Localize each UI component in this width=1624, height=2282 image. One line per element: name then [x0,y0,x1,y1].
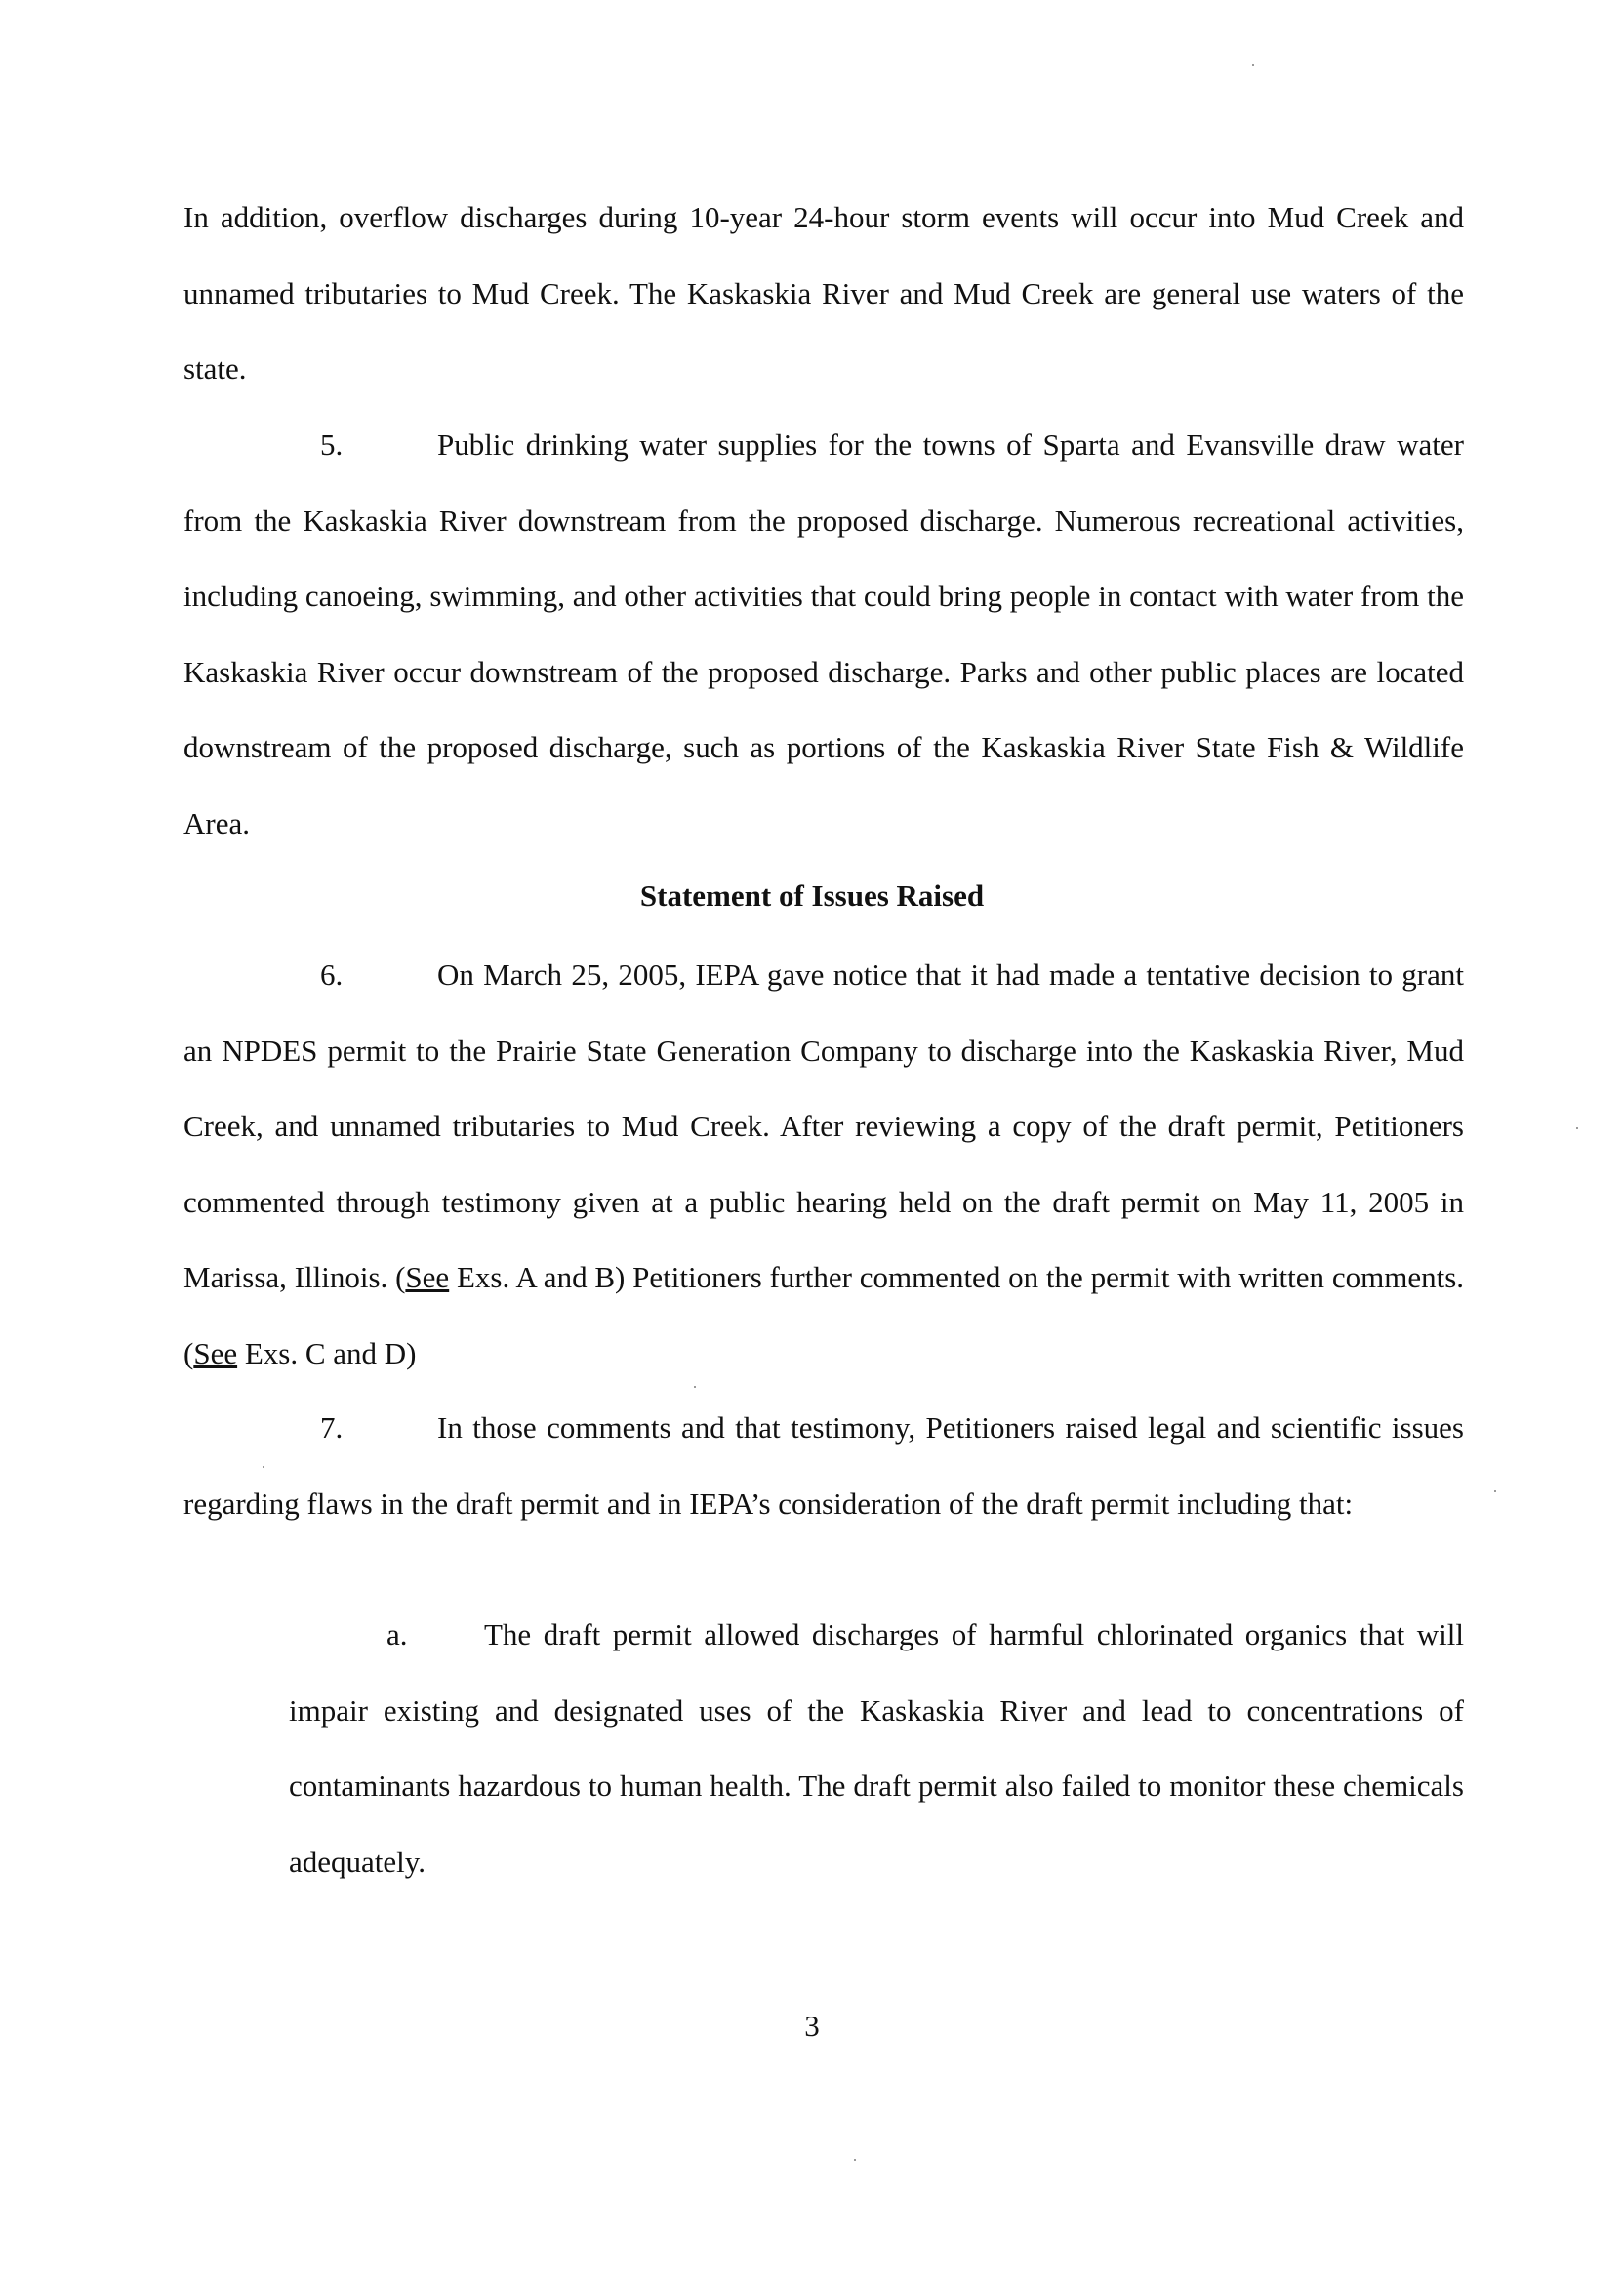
paragraph-6 [183,937,1464,1391]
paragraph-intro: In addition, overflow discharges during 10-year 24-hour storm events will occur into Mud Creek and unnamed tributaries to Mud Creek. The Kaskaskia River and Mud Creek are general use waters of the state. [183,200,1464,386]
paragraph-6-text-c: Exs. C and D) [237,1335,417,1370]
paragraph-7-text: In those comments and that testimony, Petitioners raised legal and scientific issues regarding flaws in the draft permit and in IEPA’s consideration of the draft permit including that: [183,1410,1464,1521]
scan-speck [1494,1490,1496,1492]
list-item-a [289,1597,1464,1899]
paragraph-5-text: Public drinking water supplies for the towns of Sparta and Evansville draw water from the Kaskaskia River downstream from the proposed discharge. Numerous recreational activities, including canoeing, swimming, and other activities that could bring people in contact with water from the Kaskaskia River occur downstream of the proposed discharge. Parks and other public places are located downstream of the proposed discharge, such as portions of the Kaskaskia River State Fish & Wildlife Area. [183,428,1464,840]
section-heading: Statement of Issues Raised [639,878,985,913]
paragraph-6-text-a: On March 25, 2005, IEPA gave notice that it had made a tentative decision to grant an NPDES permit to the Prairie State Generation Company to discharge into the Kaskaskia River, Mud Creek, and unnamed tributaries to Mud Creek. After reviewing a copy of the draft permit, Petitioners commented through testimony given at a public hearing held on the draft permit on May 11, 2005 in Marissa, Illinois. ( [183,958,1464,1294]
see-reference: See [193,1335,238,1370]
list-item-marker: a. [386,1617,408,1651]
page-number: 3 [804,2009,820,2043]
paragraph-6-text-b: Exs. A and B) Petitioners further commented on the permit with written comments. ( [183,1260,1465,1370]
paragraph-7 [183,1390,1464,1541]
see-reference: See [405,1260,450,1294]
paragraph-number: 5. [320,428,344,462]
scan-speck [854,2159,856,2161]
list-item-a-text: The draft permit allowed discharges of harmful chlorinated organics that will impair existing and designated uses of the Kaskaskia River and lead to concentrations of contaminants hazardous to human health. The draft permit also failed to monitor these chemicals adequately. [289,1617,1464,1879]
paragraph-number: 7. [320,1410,344,1445]
paragraph-number: 6. [320,958,344,992]
scan-speck [1252,64,1254,66]
scan-speck [1576,1127,1578,1129]
paragraph-5 [183,407,1464,861]
